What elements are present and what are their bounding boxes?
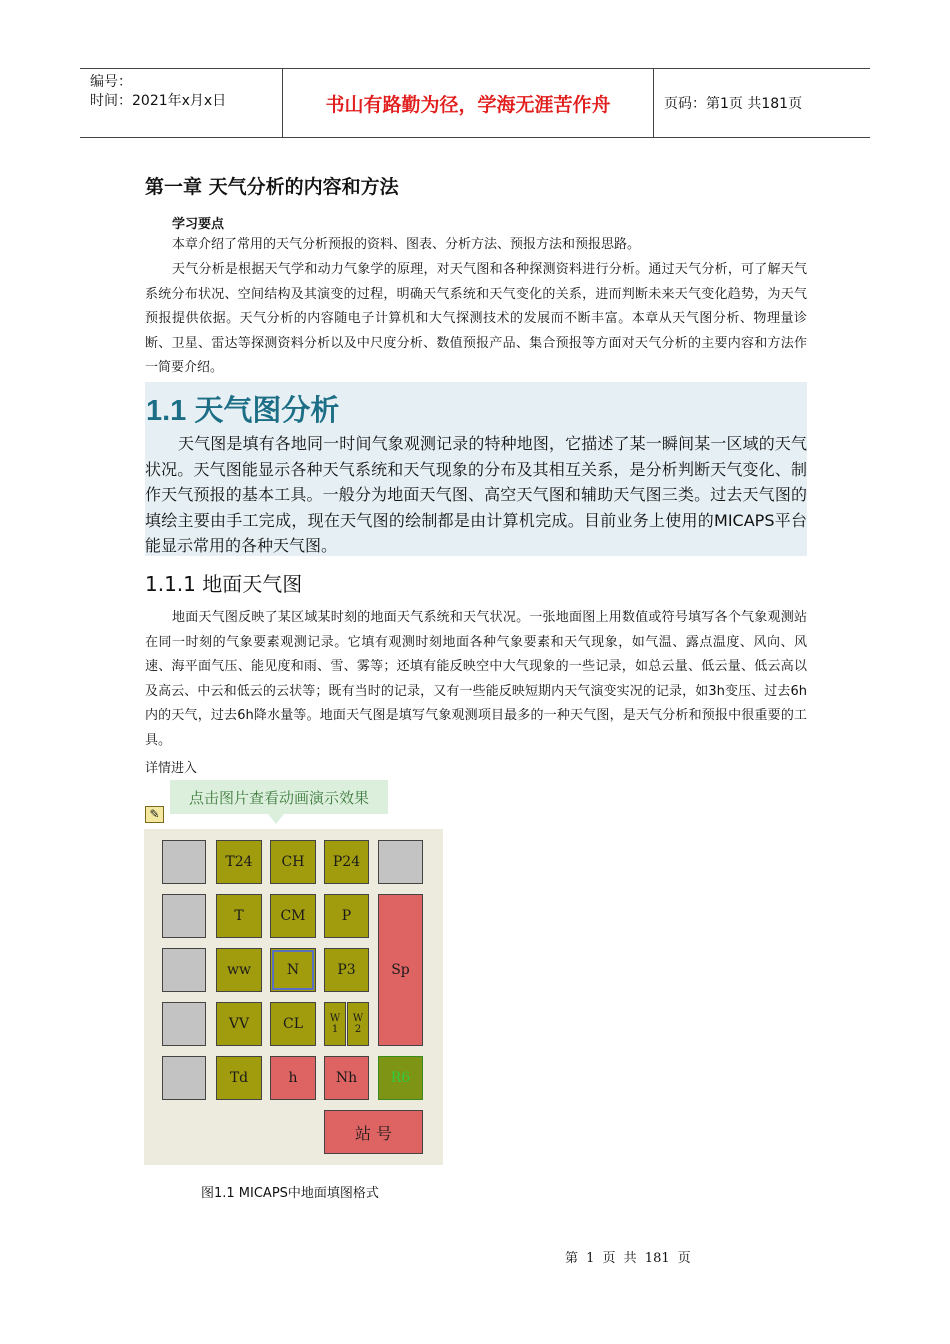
section-1-1-title: 1.1 天气图分析 — [146, 395, 340, 427]
number-label: 编号： — [90, 74, 132, 90]
figure-caption: 图1.1 MICAPS中地面填图格式 — [201, 1186, 379, 1201]
grid-cell-p24: P24 — [324, 840, 369, 884]
chapter-intro-2: 天气分析是根据天气学和动力气象学的原理，对天气图和各种探测资料进行分析。通过天气分析，可了解天气系统分布状况、空间结构及其演变的过程，明确天气系统和天气变化的关系，进而判断未来天气变化趋势，为天气预报提供依据。天气分析的内容随电子计算机和大气探测技术的发展而不断丰富。本章从天气图分析、物理量诊断、卫星、雷达等探测资料分析以及中尺度分析、数值预报产品、集合预报等方面对天气分析的主要内容和方法作一简要介绍。 — [145, 262, 807, 375]
grid-cell-empty — [162, 948, 206, 992]
grid-cell-w2: W 2 — [347, 1002, 369, 1046]
grid-cell-nh: Nh — [324, 1056, 369, 1100]
grid-cell-empty — [162, 1002, 206, 1046]
section-1-1-1-title: 1.1.1 地面天气图 — [145, 572, 303, 596]
grid-cell-p: P — [324, 894, 369, 938]
grid-cell-w1: W 1 — [324, 1002, 346, 1046]
grid-cell-sp: Sp — [378, 894, 423, 1046]
grid-cell-empty — [378, 840, 423, 884]
grid-cell-ww: ww — [216, 948, 262, 992]
grid-cell-cl: CL — [270, 1002, 316, 1046]
tooltip-arrow — [268, 814, 284, 824]
date-label: 时间：2021年x月x日 — [90, 93, 227, 109]
details-link[interactable]: 详情进入 — [145, 761, 198, 776]
animation-icon[interactable]: ✎ — [145, 806, 164, 823]
page-header — [80, 68, 870, 138]
chapter-intro-1: 本章介绍了常用的天气分析预报的资料、图表、分析方法、预报方法和预报思路。 — [172, 237, 641, 252]
grid-cell-r6: R6 — [378, 1056, 423, 1100]
grid-cell-h: h — [270, 1056, 316, 1100]
key-points-label: 学习要点 — [172, 217, 225, 232]
header-left-cell — [80, 69, 282, 137]
grid-cell-td: Td — [216, 1056, 262, 1100]
grid-cell-t: T — [216, 894, 262, 938]
grid-cell-t24: T24 — [216, 840, 262, 884]
chapter-title: 第一章 天气分析的内容和方法 — [145, 176, 399, 198]
surface-plot-format-figure[interactable] — [144, 829, 443, 1165]
header-page-info: 页码：第1页 共181页 — [664, 96, 803, 112]
grid-cell-n: N — [270, 948, 316, 992]
section-1-1-1-body: 地面天气图反映了某区域某时刻的地面天气系统和天气状况。一张地面图上用数值或符号填写各个气象观测站在同一时刻的气象要素观测记录。它填有观测时刻地面各种气象要素和天气现象，如气温、露点温度、风向、风速、海平面气压、能见度和雨、雪、雾等；还填有能反映空中大气现象的一些记录，如总云量、低云量、低云高以及高云、中云和低云的云状等；既有当时的记录，又有一些能反映短期内天气演变实况的记录，如3h变压、过去6h内的天气，过去6h降水量等。地面天气图是填写气象观测项目最多的一种天气图，是天气分析和预报中很重要的工具。 — [145, 610, 807, 748]
header-motto: 书山有路勤为径，学海无涯苦作舟 — [282, 69, 654, 137]
animation-tooltip: 点击图片查看动画演示效果 — [170, 780, 388, 814]
grid-cell-p3: P3 — [324, 948, 369, 992]
section-1-1-body: 天气图是填有各地同一时间气象观测记录的特种地图，它描述了某一瞬间某一区域的天气状况。天气图能显示各种天气系统和天气现象的分布及其相互关系，是分析判断天气变化、制作天气预报的基本工具。一般分为地面天气图、高空天气图和辅助天气图三类。过去天气图的填绘主要由手工完成，现在天气图的绘制都是由计算机完成。目前业务上使用的MICAPS平台能显示常用的各种天气图。 — [145, 434, 807, 555]
grid-cell-cm: CM — [270, 894, 316, 938]
grid-cell-station-number: 站 号 — [324, 1110, 423, 1154]
grid-cell-empty — [162, 894, 206, 938]
grid-cell-empty — [162, 1056, 206, 1100]
grid-cell-ch: CH — [270, 840, 316, 884]
page-footer: 第 1 页 共 181 页 — [565, 1251, 691, 1266]
grid-cell-vv: VV — [216, 1002, 262, 1046]
grid-cell-empty — [162, 840, 206, 884]
